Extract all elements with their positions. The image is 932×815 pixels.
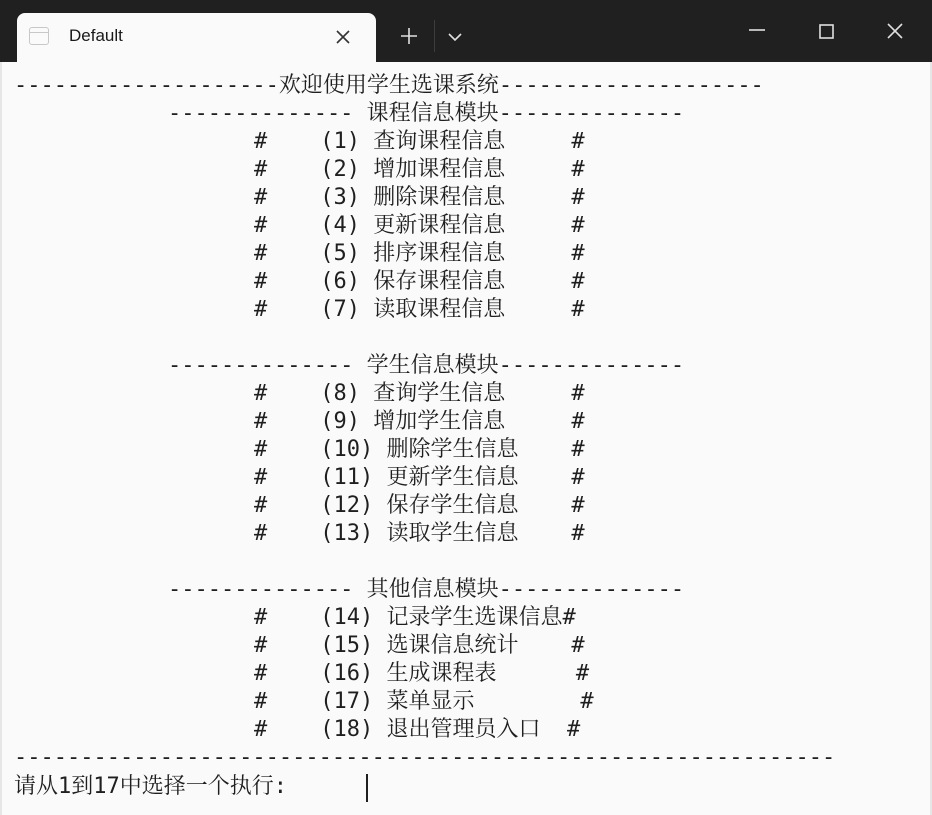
text-cursor[interactable] — [366, 774, 368, 802]
menu-item: # (9) 增加学生信息 # — [254, 409, 585, 434]
menu-item: # (16) 生成课程表 # — [254, 661, 590, 686]
section-title-student: -------------- 学生信息模块-------------- — [168, 353, 685, 378]
new-tab-icon[interactable] — [393, 20, 425, 52]
menu-item: # (6) 保存课程信息 # — [254, 269, 585, 294]
menu-item: # (12) 保存学生信息 # — [254, 493, 585, 518]
menu-item: # (14) 记录学生选课信息# — [254, 605, 576, 630]
menu-item: # (13) 读取学生信息 # — [254, 521, 585, 546]
menu-item: # (4) 更新课程信息 # — [254, 213, 585, 238]
section-title-course: -------------- 课程信息模块-------------- — [168, 101, 685, 126]
menu-item: # (11) 更新学生信息 # — [254, 465, 585, 490]
menu-item: # (10) 删除学生信息 # — [254, 437, 585, 462]
title-bar — [0, 0, 932, 62]
scrollbar[interactable] — [920, 62, 930, 815]
tab-divider — [434, 20, 435, 52]
tab-title: Default — [69, 26, 123, 45]
section-title-other: -------------- 其他信息模块-------------- — [168, 577, 685, 602]
menu-item: # (15) 选课信息统计 # — [254, 633, 585, 658]
menu-item: # (17) 菜单显示 # — [254, 689, 594, 714]
chevron-down-icon[interactable] — [439, 20, 471, 52]
menu-item: # (7) 读取课程信息 # — [254, 297, 585, 322]
header-line: --------------------欢迎使用学生选课系统-------------------- — [14, 73, 764, 98]
input-prompt: 请从1到17中选择一个执行: — [14, 774, 287, 799]
close-tab-icon[interactable] — [331, 25, 355, 49]
menu-item: # (5) 排序课程信息 # — [254, 241, 585, 266]
menu-item: # (2) 增加课程信息 # — [254, 157, 585, 182]
terminal-icon — [29, 27, 49, 45]
maximize-icon[interactable] — [810, 15, 842, 47]
close-window-icon[interactable] — [879, 15, 911, 47]
menu-item: # (8) 查询学生信息 # — [254, 381, 585, 406]
minimize-icon[interactable] — [741, 14, 773, 46]
footer-line: -------------------------------------------------------------- — [14, 745, 836, 770]
menu-item: # (3) 删除课程信息 # — [254, 185, 585, 210]
menu-item: # (1) 查询课程信息 # — [254, 129, 585, 154]
menu-item: # (18) 退出管理员入口 # — [254, 717, 581, 742]
terminal-output[interactable] — [0, 62, 932, 815]
tab-default[interactable] — [17, 13, 376, 62]
